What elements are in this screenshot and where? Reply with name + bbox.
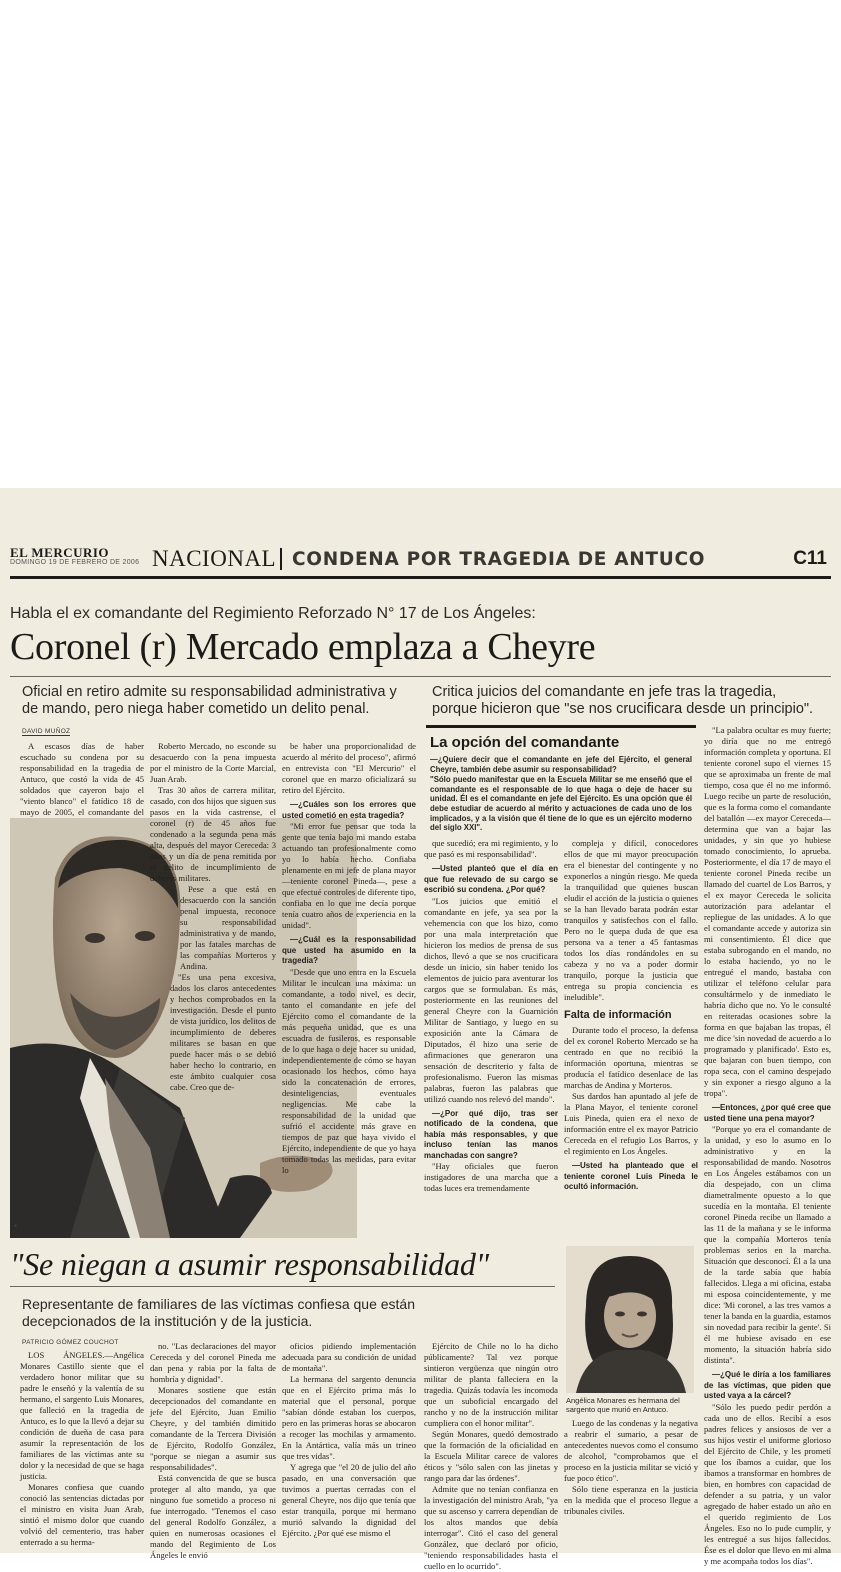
newspaper-clipping bbox=[0, 488, 841, 1571]
sidebar-box bbox=[426, 725, 696, 833]
woman-portrait-photo bbox=[566, 1246, 694, 1393]
paragraph: A escasos días de haber escuchado su condena por su responsabilidad en la tragedia de Antuco, que costó la vida de 45 soldados que cayeron bajo el "viento blanco" el fatídico 18 de mayo de 2005, el comandante del bbox=[20, 741, 144, 817]
paragraph: be haber una proporcionalidad de acuerdo al mérito del proceso", afirmó en entrevista con "El Mercurio" el coronel que en marzo oficializará su retiro del Ejército. bbox=[282, 741, 416, 795]
article2-deck: Representante de familiares de las víctimas confiesa que están decepcionados de la institución y de la justicia. bbox=[22, 1296, 415, 1329]
article2-column-5 bbox=[564, 1418, 698, 1550]
article2-column-4 bbox=[424, 1341, 558, 1571]
article2-rule bbox=[10, 1286, 555, 1287]
article2-byline: PATRICIO GÓMEZ COUCHOT bbox=[22, 1339, 119, 1346]
article-headline: Coronel (r) Mercado emplaza a Cheyre bbox=[10, 626, 596, 668]
paragraph: Monares sostiene que están decepcionados del comandante en jefe del Ejército, Juan Emilio Cheyre, y del también dimitido comandante de la Tercera División de Ejército, Rodolfo González, "porque se niegan a asumir sus responsabilidades". bbox=[150, 1385, 276, 1472]
paragraph: Tras 30 años de carrera militar, casado, con dos hijos que siguen sus pasos en la vida castrense, el coronel (r) de 45 años fue condenado a la segunda pena más alta, después del mayor Cereceda: 3 años y un día de pena remitida por el delito de incumplimiento de deberes militares. bbox=[150, 785, 276, 883]
paragraph: Según Monares, quedó demostrado que la formación de la oficialidad en la Escuela Militar carece de valores éticos y "sólo salen con las jinetas y rango para dar las órdenes". bbox=[424, 1429, 558, 1483]
paragraph: "Hay oficiales que fueron instigadores de una marcha que a todas luces era tremendamente bbox=[424, 1161, 558, 1193]
interview-question: —¿Cuáles son los errores que usted cometió en esta tragedia? bbox=[282, 800, 416, 820]
article2-headline: "Se niegan a asumir responsabilidad" bbox=[10, 1246, 489, 1282]
paragraph: La hermana del sargento denuncia que en el Ejército prima más lo material que el personal, porque "sabían dónde estaban los cuerpos, pero en las primeras horas se abocaron a recoger las mochilas y armamento. En la Antártica, valía más un trineo que tres vidas". bbox=[282, 1374, 416, 1461]
newspaper-name: EL MERCURIO bbox=[10, 545, 110, 560]
box-question: —¿Quiere decir que el comandante en jefe del Ejército, el general Cheyre, también debe asumir su responsabilidad? bbox=[430, 755, 692, 774]
article-byline: DAVID MUÑOZ bbox=[22, 728, 71, 735]
section-divider bbox=[280, 548, 282, 570]
interview-question: —¿Por qué dijo, tras ser notificado de la condena, que había más responsables, y que incluso tenían las manos manchadas con sangre? bbox=[424, 1108, 558, 1160]
paragraph: Y agrega que "el 20 de julio del año pasado, en una conversación que tuvimos a puertas cerradas con el general Cheyre, nos dijo que tenía que estar tranquila, porque mi hermano murió salvando la dignidad del Ejército. ¿Por qué ese mismo el bbox=[282, 1462, 416, 1538]
article2-column-2 bbox=[150, 1341, 276, 1560]
paragraph: que sucedió; era mi regimiento, y lo que pasó es mi responsabilidad". bbox=[424, 838, 558, 859]
article2-column-3 bbox=[282, 1341, 416, 1550]
interview-question: —Entonces, ¿por qué cree que usted tiene una pena mayor? bbox=[704, 1103, 831, 1123]
box-answer: "Sólo puedo manifestar que en la Escuela Militar se me enseñó que el comandante es el responsable de lo que haga o deje de hacer su unidad. Él es el comandante en jefe del Ejército. Es una opción que él debe estudiar de acuerdo al mérito y actuaciones de cada uno de los implicados, y a la visión que él tiene de lo que es un ejército moderno del siglo XXI". bbox=[430, 775, 692, 833]
paragraph: Luego de las condenas y la negativa a reabrir el sumario, a pesar de antecedentes nuevos como el consumo de alcohol, "comprobamos que el proceso en la justicia militar se vició y fue poco ético". bbox=[564, 1418, 698, 1483]
paragraph: Pese a que está en desacuerdo con la sanción penal impuesta, reconoce su responsabilidad administrativa y de mando, por las fatales marchas de las compañías Morteros y Andina. bbox=[180, 884, 276, 971]
paragraph: "Porque yo era el comandante de la unidad, y eso lo asumo en lo administrativo y en la responsabilidad de mando. Nosotros en Los Ángeles estábamos con un día despejado, con un clima diametralmente opuesto a lo que sucedía en la montaña. El teniente coronel Pineda recibe un llamado a las 11 de la mañana y se le informa que la compañía Morteros tenía problemas serios en la marcha. Situación que desconocí. Él a la una de la tarde sabía que había fallecidos. Llega a mi oficina, estaba mi esposa coincidentemente, y me dice: 'Mi coronel, a las tres vamos a tener la banda en la guardia, estamos sin novedad para recibir la gente'. Si él me hubiese avisado en ese momento, la situación habría sido distinta". bbox=[704, 1124, 831, 1365]
paragraph: LOS ÁNGELES.—Angélica Monares Castillo siente que el verdadero honor militar que su padre le enseñó y la valentía de su hermano, el sargento Luis Monares, que falleció en la tragedia de Antuco, es lo que la llevó a dejar su condición de dueña de casa para asumir la representación de los familiares de las víctimas ante su dolor y la necesidad de que se haga justicia. bbox=[20, 1350, 144, 1481]
interview-question: —¿Cuál es la responsabilidad que usted ha asumido en la tragedia? bbox=[282, 935, 416, 965]
paragraph: Ejército de Chile no lo ha dicho públicamente? Tal vez porque sintieron vergüenza que ningún otro militar de planta falleciera en la tragedia. Quizás todavía les incomoda que un suboficial encargado del rancho y no de la instrucción militar cumpliera con el honor militar". bbox=[424, 1341, 558, 1428]
paragraph: "Mi error fue pensar que toda la gente que tenía bajo mi mando estaba actuando tan profesionalmente como yo lo había hecho. Confiaba plenamente en mi jefe de plana mayor —teniente coronel Pineda—, pese a que efectué controles de diferente tipo, confiaba en lo que me decía porque tenía cuatro años de experiencia en la unidad". bbox=[282, 821, 416, 930]
article2-column-1 bbox=[20, 1350, 144, 1550]
section-topic: CONDENA POR TRAGEDIA DE ANTUCO bbox=[292, 549, 706, 570]
box-title: La opción del comandante bbox=[430, 734, 620, 751]
interview-question: —Usted ha planteado que el teniente coronel Luis Pineda le ocultó información. bbox=[564, 1161, 698, 1191]
paragraph: "Desde que uno entra en la Escuela Militar le inculcan una máxima: un comandante, a todo nivel, es decir, tanto el comandante en jefe del Ejército como el comandante de la más pequeña unidad, que es una escuadra de fusileros, es responsable de lo que haga o deje hacer su unidad, independientemente de cómo se hayan ocasionado los hechos, cómo haya sido la concatenación de errores, desinteligencias, eventuales negligencias. Me cabe la responsabilidad de la unidad que sufrió el accidente más grave en tiempos de paz que haya vivido el Ejército, independiente de que yo haya tomado todas las medidas, para evitar lo bbox=[282, 966, 416, 1175]
newspaper-date: DOMINGO 19 DE FEBRERO DE 2006 bbox=[10, 559, 140, 566]
paragraph: Monares confiesa que cuando conoció las sentencias dictadas por el ministro en visita Juan Arab, sintió el mismo dolor que cuando volvió del cementerio, tras haber enterrado a su herma- bbox=[20, 1482, 144, 1547]
paragraph: oficios pidiendo implementación adecuada para su condición de unidad de montaña". bbox=[282, 1341, 416, 1373]
paragraph: Durante todo el proceso, la defensa del ex coronel Roberto Mercado se ha centrado en que no recibió la información oportuna, mientras se producía el fatídico desenlace de las marchas de Andina y Morteros. bbox=[564, 1025, 698, 1090]
header-rule bbox=[10, 576, 831, 579]
paragraph: Está convencida de que se busca proteger al alto mando, ya que ninguno fue sometido a proceso ni fue interrogado. "Tenemos el caso del general Rodolfo González, a quien en numerosas ocasiones el mando del Regimiento de Los Ángeles le envió bbox=[150, 1473, 276, 1560]
article-column-4 bbox=[424, 838, 558, 1216]
article-column-6 bbox=[704, 725, 831, 1566]
article-deck-left: Oficial en retiro admite su responsabilidad administrativa y de mando, pero niega haber cometido un delito penal. bbox=[22, 684, 397, 717]
photo-caption: Angélica Monares es hermana del sargento que murió en Antuco. bbox=[566, 1396, 680, 1414]
section-name: NACIONAL bbox=[152, 546, 277, 571]
article-column-2 bbox=[150, 741, 276, 1153]
woman-portrait-illustration bbox=[566, 1246, 694, 1393]
paragraph: "La palabra ocultar es muy fuerte; yo diría que no me entregó información completa y oportuna. El teniente coronel supo el viernes 15 que se aproximaba un frente de mal tiempo, cosa que él no me informó. Luego recibe un parte de resolución, que es la forma como el comandante del batallón —ex mayor Cereceda— determina que van a bajar las unidades, y sin que yo hubiese tomado conocimiento, lo aprueba. Posteriormente, el día 17 de mayo el teniente coronel Pineda recibe un llamado del cuartel de Los Barros, y el ex mayor Cereceda le solicita autorización para adelantar el repliegue de las unidades. A lo que el comandante accede y autoriza sin mi consentimiento. Él dice que estaba subrogando en el mando, no lo estaba haciendo, yo no le entregué el mando, bastaba con utilizar el teléfono celular para consultármelo y de inmediato le habría dicho que no. Yo le consulté en reiteradas ocasiones sobre la forma en que bajaban las tropas, él me dice 'sin novedad de acuerdo a lo programado y planificado'. Esto es, que bajaran con buen tiempo, con ropa seca, con el camino despejado y sin exponer a riesgo alguno a la tropa". bbox=[704, 725, 831, 1098]
interview-question: —¿Qué le diría a los familiares de las víctimas, que piden que usted vaya a la cárcel? bbox=[704, 1370, 831, 1400]
photo-credit: ● bbox=[14, 1223, 18, 1229]
article-deck-right: Critica juicios del comandante en jefe tras la tragedia, porque hicieron que "se nos crucificara desde un principio". bbox=[432, 684, 814, 717]
paragraph: compleja y difícil, conocedores ellos de que mi mayor preocupación era el bienestar del contingente y no exponerlos a ningún riesgo. Me queda la tranquilidad que quienes buscan eludir el acción de la justicia o quienes se la han llevado barata podrán estar tranquilos y satisfechos con el fallo. Pero no le quepa duda de que esa persona va a tener a 45 fantasmas todos los días rondándoles en su cabeza y no va a poder dormir tranquilo, porque la justicia que entrega su propia conciencia es ineludible". bbox=[564, 838, 698, 1002]
paragraph: "Los juicios que emitió el comandante en jefe, ya sea por la vehemencia con que los hizo, como por una mala interpretación que hicieron los medios de prensa de sus dichos, llevó a que se nos crucificara desde un inicio, sin haber tenido los elementos de juicio para aventurar los cargos que se formulaban. Es más, posteriormente en las reuniones del general Cheyre con la Guarnición Militar de Santiago, y luego en su exposición ante la Cámara de Diputados, él hizo una serie de afirmaciones que generaron una sensación de descriterio y falta de profesionalismo. Fueron las mismas palabras, fueron las palabras que utilizó cuando nos relevó del mando". bbox=[424, 895, 558, 1104]
paragraph: Sus dardos han apuntado al jefe de la Plana Mayor, el teniente coronel Luis Pineda, quien era el nexo de información entre el ex mayor Patricio Cereceda en el refugio Los Barros, y el regimiento en Los Ángeles. bbox=[564, 1091, 698, 1156]
paragraph: Sólo tiene esperanza en la justicia en la medida que el proceso llegue a tribunales civiles. bbox=[564, 1484, 698, 1516]
article-column-5 bbox=[564, 838, 698, 1238]
article-column-3 bbox=[282, 741, 416, 1216]
article-kicker: Habla el ex comandante del Regimiento Reforzado N° 17 de Los Ángeles: bbox=[10, 605, 536, 622]
page-number: C11 bbox=[793, 548, 827, 569]
article-column-1 bbox=[20, 741, 144, 821]
paragraph: "Es una pena excesiva, dados los claros antecedentes y hechos comprobados en la investigación. Desde el punto de vista jurídico, los delitos de incumplimiento de deberes militares se basan en que puede hacer más o se debió haber hecho lo contrario, en este ámbito cualquier cosa cabe. Creo que de- bbox=[170, 972, 276, 1092]
paragraph: "Sólo les puedo pedir perdón a cada uno de ellos. Recibí a esos padres felices y ansiosos de ver a sus hijos vestir el uniforme glorioso del Ejército de Chile, y les prometí que los íbamos a cuidar, que los íbamos a transformar en hombres de bien, en hombres con capacidad de defender a su patria, y un valor agregado de haber estado un año en el querido regimiento de Los Ángeles. Eso no lo pude cumplir, y les entregué a sus hijos fallecidos. Ése es el dolor que llevo en mi alma y me acompaña todos los días". bbox=[704, 1401, 831, 1566]
subheading: Falta de información bbox=[564, 1009, 672, 1021]
paragraph: Roberto Mercado, no esconde su desacuerdo con la pena impuesta por el ministro de la Corte Marcial, Juan Arab. bbox=[150, 741, 276, 784]
interview-question: —Usted planteó que el día en que fue relevado de su cargo se escribió su condena. ¿Por qué? bbox=[424, 864, 558, 894]
paragraph: no. "Las declaraciones del mayor Cereceda y del coronel Pineda me dan pena y rabia por la falta de hombría y dignidad". bbox=[150, 1341, 276, 1384]
headline-rule bbox=[10, 676, 831, 677]
paragraph: Admite que no tenían confianza en la investigación del ministro Arab, "ya que su ascenso y carrera dependían de los altos mandos que debía interrogar". Citó el caso del general González, que declaró por oficio, "teniendo responsabilidades hasta el cuello en lo ocurrido". bbox=[424, 1484, 558, 1571]
